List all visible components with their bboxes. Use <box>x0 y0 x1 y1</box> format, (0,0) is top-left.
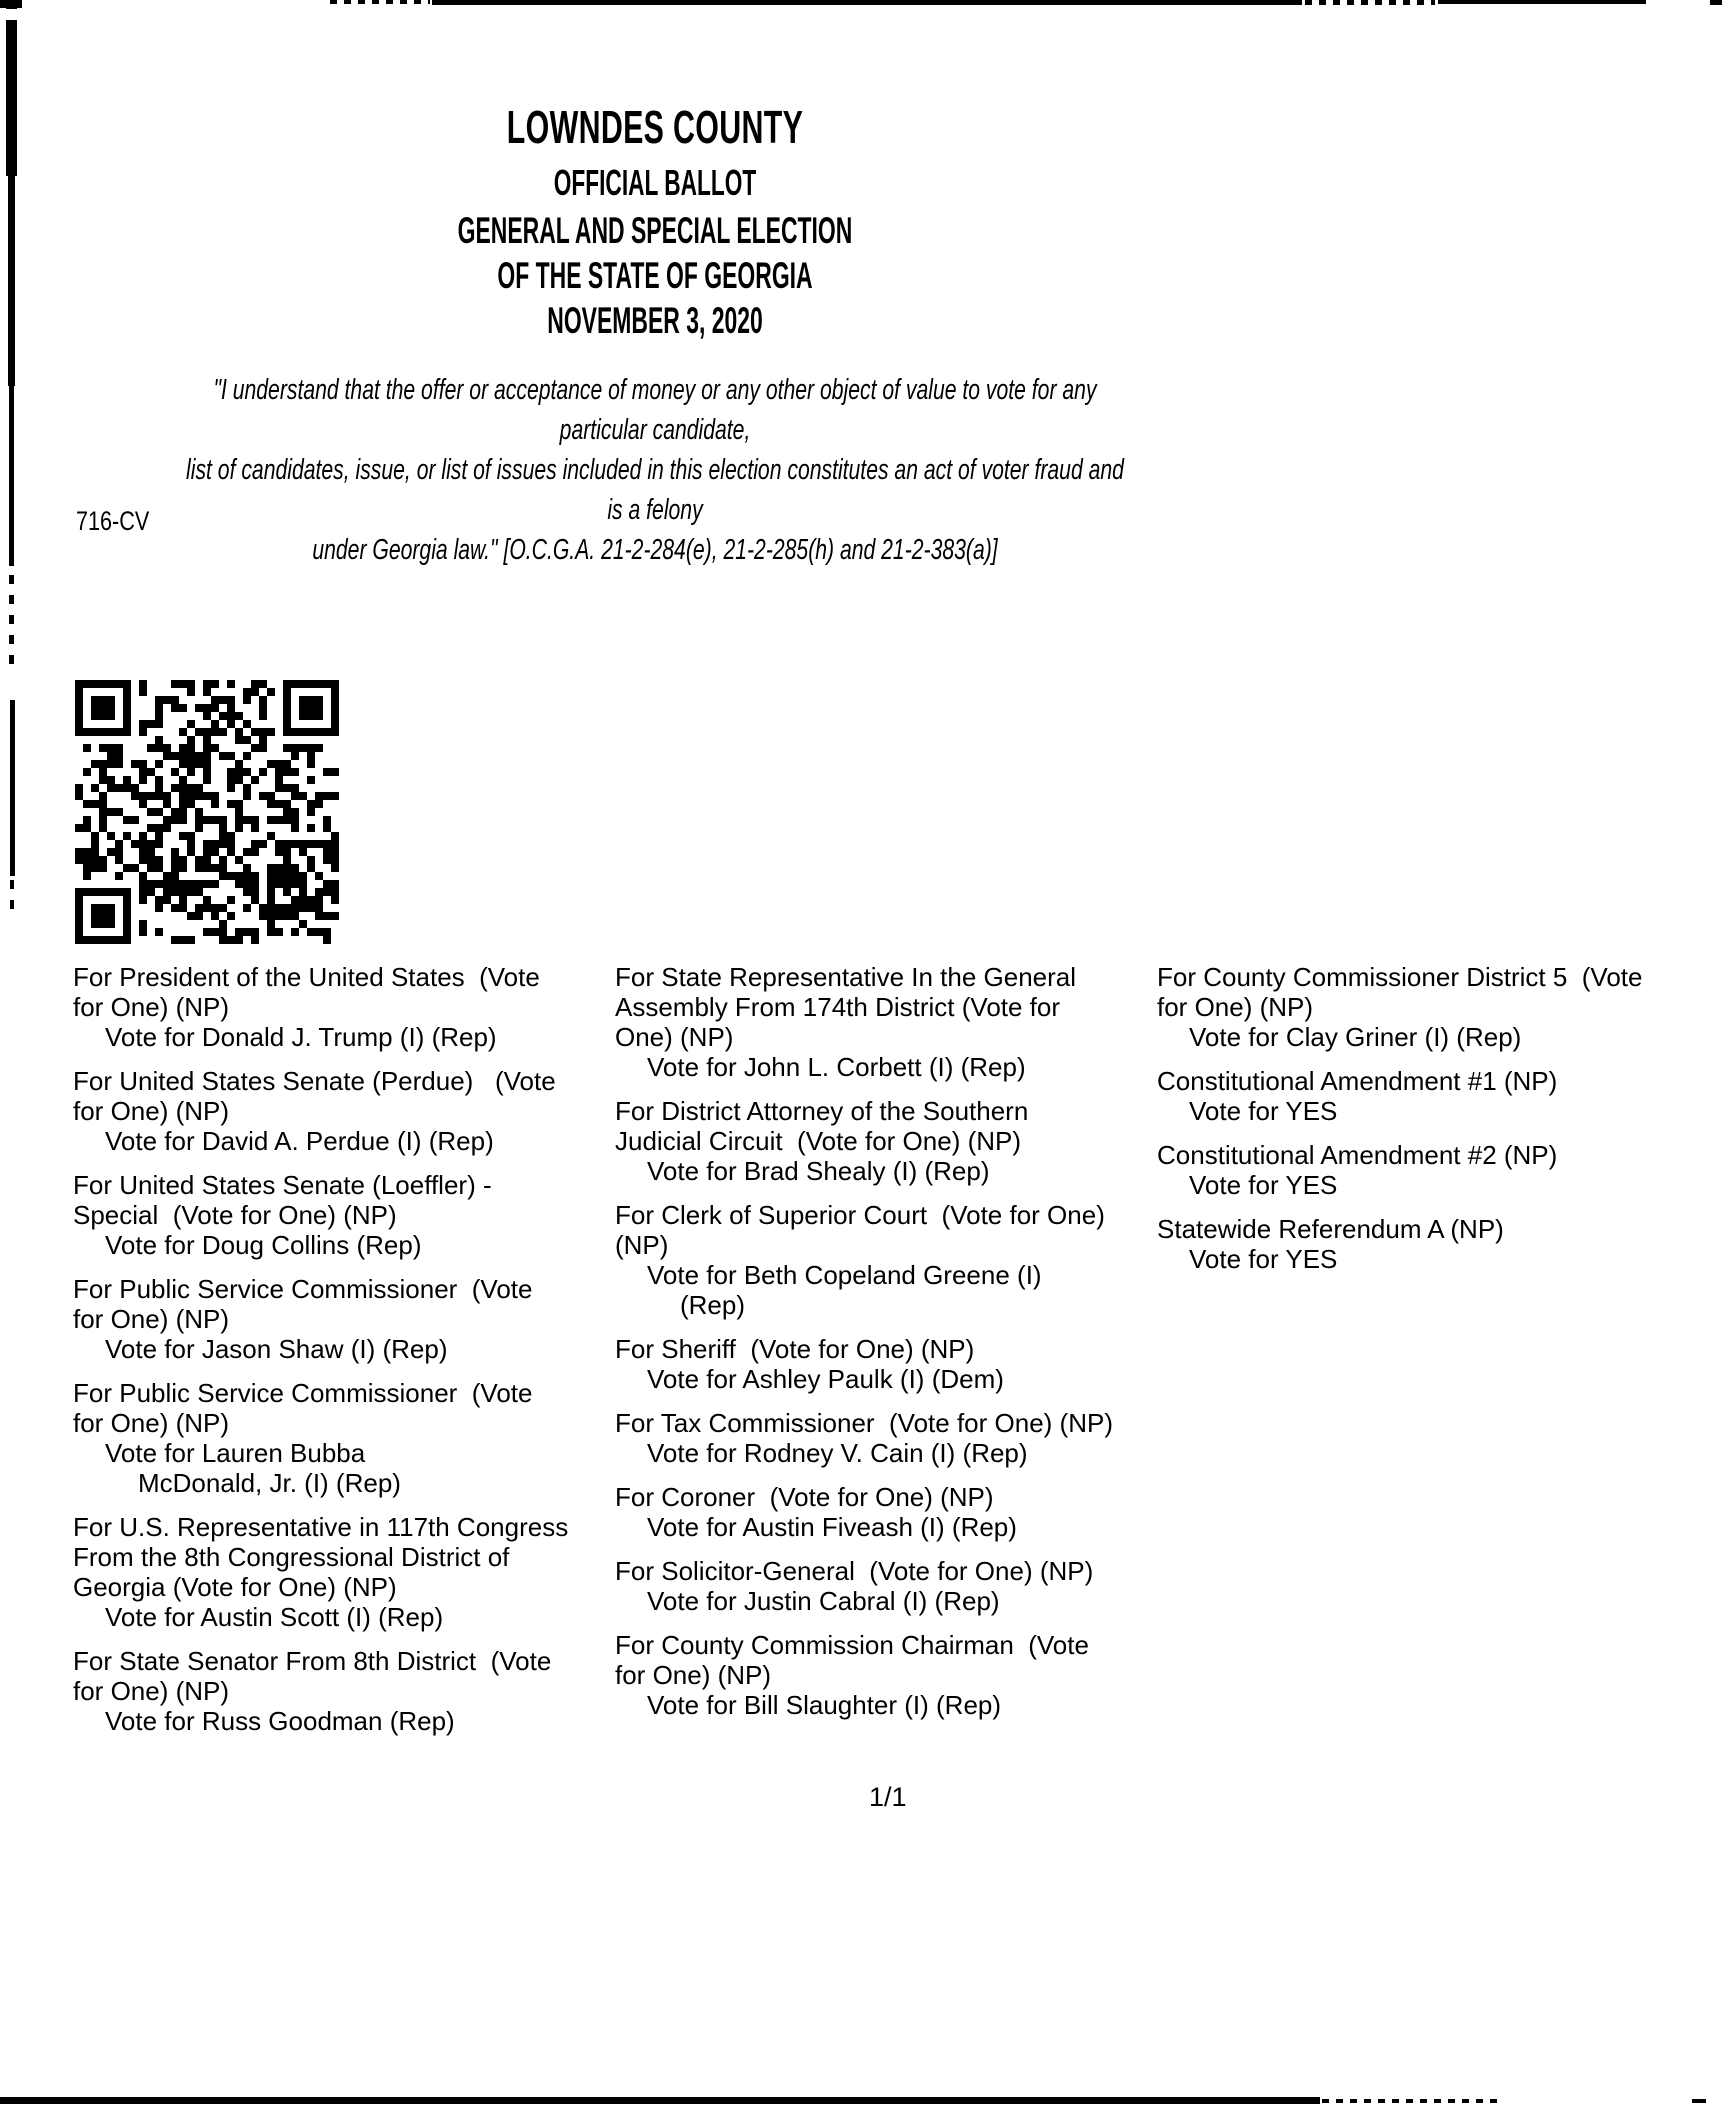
race-block <box>73 1512 648 1632</box>
race-vote-line: (Rep) <box>680 1290 746 1320</box>
race-vote-line: Vote for Rodney V. Cain (I) (Rep) <box>647 1438 1028 1468</box>
race-block <box>73 962 648 1052</box>
race-vote-line: Vote for YES <box>1189 1096 1338 1126</box>
race-vote-line: Vote for YES <box>1189 1244 1338 1274</box>
race-vote-line: Vote for Doug Collins (Rep) <box>105 1230 422 1260</box>
page-number: 1/1 <box>869 1782 907 1812</box>
scan-artifact-bottom-edge-tick <box>1692 2099 1706 2103</box>
race-block <box>615 1200 1190 1320</box>
race-vote-line: Vote for Russ Goodman (Rep) <box>105 1706 455 1736</box>
race-title-line: For State Representative In the General <box>615 962 1077 992</box>
race-title-line: for One) (NP) <box>1157 992 1314 1022</box>
race-title-line: for One) (NP) <box>615 1660 772 1690</box>
election-date-line: NOVEMBER 3, 2020 <box>547 300 763 341</box>
race-title-line: for One) (NP) <box>73 1096 230 1126</box>
race-vote-line: Vote for Donald J. Trump (I) (Rep) <box>105 1022 497 1052</box>
race-block <box>1157 962 1728 1052</box>
race-title-line: For State Senator From 8th District (Vote <box>73 1646 552 1676</box>
race-title-line: For Tax Commissioner (Vote for One) (NP) <box>615 1408 1113 1438</box>
fraud-warning-line: "I understand that the offer or acceptance of money or any other object of value to vote for any particular candidate, <box>213 374 1097 446</box>
race-title-line: For District Attorney of the Southern <box>615 1096 1029 1126</box>
race-block <box>73 1646 648 1736</box>
race-title-line: For County Commission Chairman (Vote <box>615 1630 1089 1660</box>
race-title-line: One) (NP) <box>615 1022 734 1052</box>
race-vote-line: Vote for Bill Slaughter (I) (Rep) <box>647 1690 1002 1720</box>
race-title-line: Special (Vote for One) (NP) <box>73 1200 397 1230</box>
race-block <box>615 1096 1190 1186</box>
race-title-line: Statewide Referendum A (NP) <box>1157 1214 1504 1244</box>
scan-artifact-top-edge-2 <box>1438 0 1646 4</box>
race-block <box>615 1334 1190 1394</box>
race-title-line: Constitutional Amendment #2 (NP) <box>1157 1140 1558 1170</box>
race-title-line: For U.S. Representative in 117th Congress <box>73 1512 569 1542</box>
race-title-line: For United States Senate (Loeffler) - <box>73 1170 492 1200</box>
race-vote-line: Vote for Clay Griner (I) (Rep) <box>1189 1022 1522 1052</box>
ballot-column-1 <box>73 962 648 1750</box>
race-block <box>1157 1066 1728 1126</box>
race-title-line: For United States Senate (Perdue) (Vote <box>73 1066 556 1096</box>
scan-artifact-left-edge-dash-1 <box>9 575 14 665</box>
race-vote-line: Vote for Jason Shaw (I) (Rep) <box>105 1334 448 1364</box>
race-block <box>615 1630 1190 1720</box>
race-vote-line: Vote for Brad Shealy (I) (Rep) <box>647 1156 990 1186</box>
race-vote-line: Vote for David A. Perdue (I) (Rep) <box>105 1126 494 1156</box>
race-block <box>73 1170 648 1260</box>
ballot-style-code: 716-CV <box>76 506 150 536</box>
race-vote-line: McDonald, Jr. (I) (Rep) <box>138 1468 401 1498</box>
county-title: LOWNDES COUNTY <box>506 101 804 153</box>
election-name-line: OF THE STATE OF GEORGIA <box>497 255 813 296</box>
race-block <box>615 1482 1190 1542</box>
fraud-warning-line: under Georgia law." [O.C.G.A. 21-2-284(e), 21-2-285(h) and 21-2-383(a)] <box>312 534 998 566</box>
race-title-line: For Public Service Commissioner (Vote <box>73 1274 533 1304</box>
race-title-line: For President of the United States (Vote <box>73 962 540 992</box>
race-vote-line: Vote for Austin Fiveash (I) (Rep) <box>647 1512 1017 1542</box>
race-vote-line: Vote for Austin Scott (I) (Rep) <box>105 1602 444 1632</box>
race-vote-line: Vote for Justin Cabral (I) (Rep) <box>647 1586 1000 1616</box>
race-block <box>615 962 1190 1082</box>
race-title-line: For Sheriff (Vote for One) (NP) <box>615 1334 975 1364</box>
race-title-line: Georgia (Vote for One) (NP) <box>73 1572 397 1602</box>
election-name-line: GENERAL AND SPECIAL ELECTION <box>457 210 853 251</box>
scan-artifact-top-edge-1 <box>432 0 1302 5</box>
scan-artifact-left-edge-dash-top <box>6 0 17 26</box>
race-title-line: For Public Service Commissioner (Vote <box>73 1378 533 1408</box>
race-title-line: Judicial Circuit (Vote for One) (NP) <box>615 1126 1022 1156</box>
race-title-line: From the 8th Congressional District of <box>73 1542 510 1572</box>
race-title-line: for One) (NP) <box>73 1304 230 1334</box>
race-title-line: For Clerk of Superior Court (Vote for One) <box>615 1200 1105 1230</box>
race-title-line: For Solicitor-General (Vote for One) (NP) <box>615 1556 1094 1586</box>
race-vote-line: Vote for Lauren Bubba <box>105 1438 366 1468</box>
official-ballot-title: OFFICIAL BALLOT <box>553 162 757 203</box>
race-title-line: Constitutional Amendment #1 (NP) <box>1157 1066 1558 1096</box>
ballot-column-2 <box>615 962 1190 1734</box>
race-vote-line: Vote for Ashley Paulk (I) (Dem) <box>647 1364 1004 1394</box>
race-block <box>1157 1214 1728 1274</box>
fraud-warning-line: list of candidates, issue, or list of issues included in this election constitutes an act of voter fraud and is a felony <box>186 454 1124 526</box>
race-vote-line: Vote for YES <box>1189 1170 1338 1200</box>
race-block <box>1157 1140 1728 1200</box>
scan-artifact-left-edge-4 <box>10 700 15 876</box>
scan-artifact-bottom-edge-dash <box>1322 2099 1497 2103</box>
fraud-warning-text <box>177 370 1133 570</box>
scan-artifact-top-edge-dash-1 <box>330 0 430 4</box>
scan-artifact-bottom-edge <box>0 2097 1320 2104</box>
race-block <box>615 1556 1190 1616</box>
race-title-line: For Coroner (Vote for One) (NP) <box>615 1482 994 1512</box>
race-vote-line: Vote for John L. Corbett (I) (Rep) <box>647 1052 1026 1082</box>
scan-artifact-top-edge-dash-2 <box>1305 0 1435 5</box>
race-title-line: for One) (NP) <box>73 1676 230 1706</box>
ballot-header <box>0 96 1310 343</box>
race-block <box>73 1274 648 1364</box>
race-title-line: Assembly From 174th District (Vote for <box>615 992 1061 1022</box>
qr-code-image <box>75 680 339 944</box>
race-title-line: for One) (NP) <box>73 1408 230 1438</box>
race-vote-line: Vote for Beth Copeland Greene (I) <box>647 1260 1042 1290</box>
race-block <box>615 1408 1190 1468</box>
race-title-line: for One) (NP) <box>73 992 230 1022</box>
ballot-column-3 <box>1157 962 1728 1288</box>
race-title-line: (NP) <box>615 1230 669 1260</box>
scan-artifact-left-edge-dash-2 <box>10 880 14 920</box>
scan-artifact-left-edge-3 <box>9 386 14 566</box>
race-title-line: For County Commissioner District 5 (Vote <box>1157 962 1643 992</box>
race-block <box>73 1066 648 1156</box>
race-block <box>73 1378 648 1498</box>
scan-artifact-top-edge-tick <box>1710 0 1722 5</box>
